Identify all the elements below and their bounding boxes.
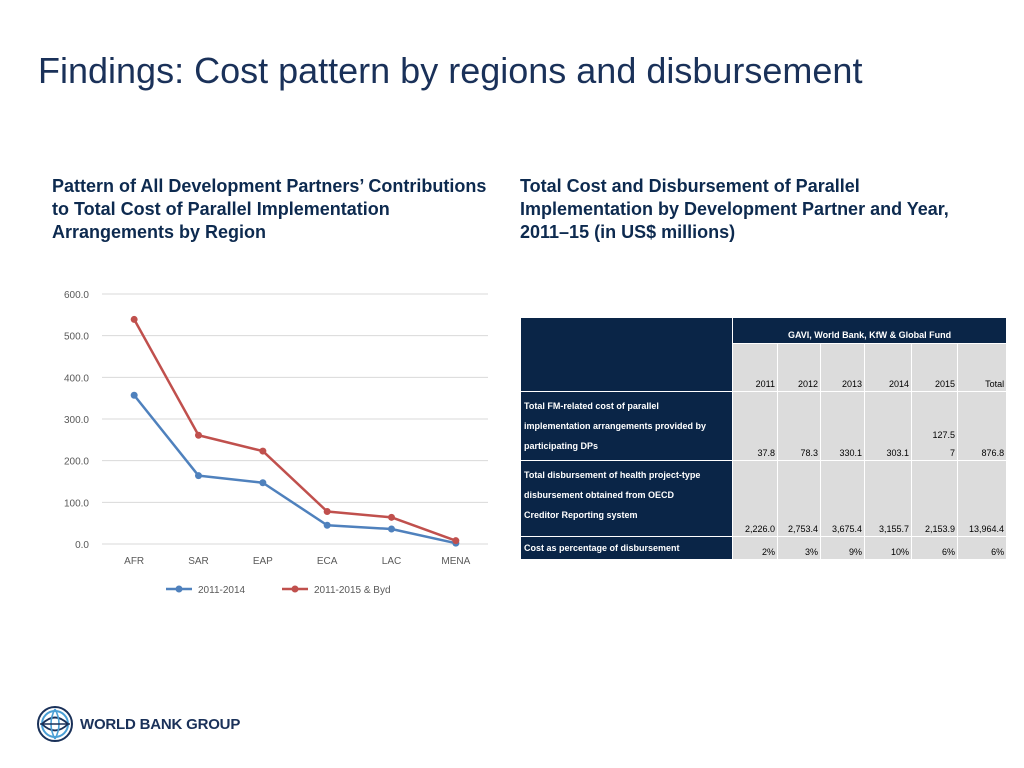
year-header: 2011: [733, 344, 778, 392]
table-cell: 3,155.7: [865, 461, 912, 537]
table-cell: 9%: [821, 537, 865, 560]
chart-heading: Pattern of All Development Partners’ Contributions to Total Cost of Parallel Implementation Arrangements by Region: [52, 176, 487, 242]
logo-text: WORLD BANK GROUP: [80, 715, 241, 733]
legend-label: 2011-2015 & Byd: [314, 585, 391, 596]
table-cell: [912, 392, 958, 461]
row-label-line: disbursement obtained from OECD: [524, 490, 675, 500]
row-label-line: implementation arrangements provided by: [524, 421, 707, 431]
table-cell: 10%: [865, 537, 912, 560]
y-tick-label: 300.0: [63, 415, 89, 426]
line-chart: [40, 280, 500, 610]
data-point: [324, 522, 331, 529]
table-cell: 6%: [958, 537, 1007, 560]
row-label-fm-cost: [521, 392, 733, 461]
cell-line: 127.5: [932, 430, 955, 440]
data-point: [195, 432, 202, 439]
data-point: [195, 472, 202, 479]
row-label-line: Creditor Reporting system: [524, 510, 638, 520]
data-point: [131, 316, 138, 323]
y-tick-label: 200.0: [63, 456, 89, 468]
table-cell: 6%: [912, 537, 958, 560]
x-tick-label: LAC: [381, 556, 402, 567]
legend-label: 2011-2014: [198, 585, 246, 596]
globe-icon: [36, 705, 74, 743]
legend-marker: [292, 586, 299, 593]
cell-line: 7: [949, 448, 955, 458]
data-point: [259, 479, 266, 486]
year-header: Total: [958, 344, 1007, 392]
row-label-disbursement: [521, 461, 733, 537]
table-cell: 3%: [778, 537, 821, 560]
year-header: 2014: [865, 344, 912, 392]
table-heading: Total Cost and Disbursement of Parallel Implementation by Development Partner and Year, 2011–15 (in US$ millions): [520, 176, 949, 242]
table-cell: 37.8: [733, 392, 778, 461]
y-tick-label: 500.0: [63, 331, 89, 343]
table-cell: 2%: [733, 537, 778, 560]
row-label-line: Total FM-related cost of parallel: [524, 401, 659, 411]
data-point: [131, 392, 138, 399]
table-cell: 876.8: [958, 392, 1007, 461]
y-tick-label: 600.0: [63, 290, 89, 301]
x-tick-label: MENA: [441, 556, 471, 567]
row-label-line: Cost as percentage of disbursement: [524, 543, 680, 553]
table-cell: 303.1: [865, 392, 912, 461]
row-label-percentage: [521, 537, 733, 560]
table-cell: 78.3: [778, 392, 821, 461]
year-header: 2015: [912, 344, 958, 392]
table-corner: [521, 318, 733, 392]
legend-marker: [176, 586, 183, 593]
slide-title: Findings: Cost pattern by regions and disbursement: [38, 50, 863, 91]
x-tick-label: SAR: [188, 556, 209, 567]
row-label-line: participating DPs: [524, 441, 599, 451]
data-point: [388, 514, 395, 521]
x-tick-label: EAP: [252, 556, 273, 567]
data-point: [388, 526, 395, 533]
series-line: [134, 395, 456, 543]
table-cell: 13,964.4: [958, 461, 1007, 537]
table-cell: 2,753.4: [778, 461, 821, 537]
y-tick-label: 400.0: [63, 373, 89, 385]
data-point: [259, 448, 266, 455]
world-bank-logo: [36, 704, 240, 744]
table-group-header: GAVI, World Bank, KfW & Global Fund: [733, 318, 1007, 344]
data-point: [324, 508, 331, 515]
x-tick-label: AFR: [124, 556, 145, 567]
table-cell: 2,226.0: [733, 461, 778, 537]
x-tick-label: ECA: [316, 556, 338, 567]
y-tick-label: 100.0: [63, 498, 89, 510]
table-cell: 330.1: [821, 392, 865, 461]
table-cell: 2,153.9: [912, 461, 958, 537]
y-tick-label: 0.0: [75, 540, 89, 551]
year-header: 2012: [778, 344, 821, 392]
series-line: [134, 319, 456, 540]
data-point: [452, 537, 459, 544]
cost-disbursement-table: [520, 317, 1007, 560]
year-header: 2013: [821, 344, 865, 392]
row-label-line: Total disbursement of health project-type: [524, 470, 701, 480]
table-cell: 3,675.4: [821, 461, 865, 537]
